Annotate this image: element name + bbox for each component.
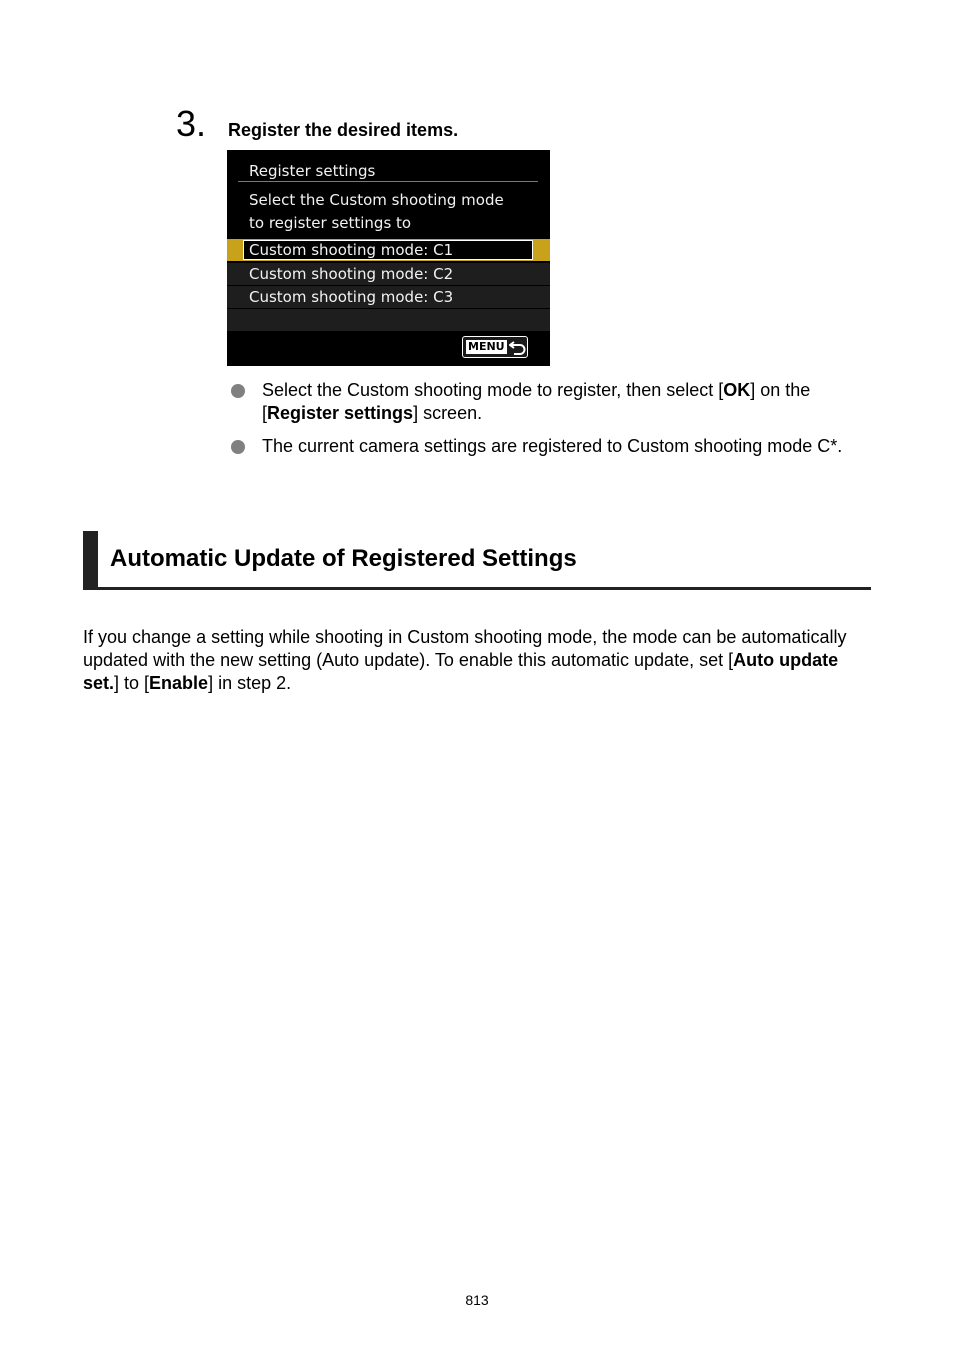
text-span: If you change a setting while shooting in Custom shooting mode, the mode can be automatically updated with the new setting (Auto update). To enable this automatic update, set [	[83, 627, 847, 670]
register-settings-term: Register settings	[267, 403, 414, 423]
section-heading-bar	[83, 531, 98, 587]
enable-term: Enable	[149, 673, 209, 693]
text-span: ] on the [	[262, 380, 811, 423]
option-custom-mode-c1[interactable]	[227, 239, 550, 261]
camera-title-divider	[238, 181, 538, 182]
menu-label: MENU	[468, 340, 505, 353]
menu-return-button[interactable]	[462, 336, 528, 358]
step-number: 3.	[176, 103, 207, 144]
bullet-text-1	[262, 379, 862, 425]
camera-description-line: to register settings to	[249, 214, 412, 232]
bullet-icon	[231, 384, 245, 398]
section-paragraph	[83, 626, 873, 695]
return-arrow-icon	[509, 339, 527, 355]
bullet-text-2: The current camera settings are registered to Custom shooting mode C*.	[262, 436, 843, 456]
camera-screen-description	[249, 189, 539, 235]
text-span: Select the Custom shooting mode to register, then select [	[262, 380, 724, 400]
section-heading	[83, 531, 871, 590]
option-custom-mode-c3[interactable]	[227, 286, 550, 308]
section-title: Automatic Update of Registered Settings	[110, 545, 577, 572]
option-label: Custom shooting mode: C1	[249, 241, 454, 259]
step-title: Register the desired items.	[228, 120, 459, 140]
empty-option-row	[227, 309, 550, 331]
text-span: ] in step 2.	[208, 673, 292, 693]
text-span: ] screen.	[413, 403, 483, 423]
ok-term: OK	[723, 380, 751, 400]
camera-description-line: Select the Custom shooting mode	[249, 191, 504, 209]
camera-screen-title: Register settings	[249, 162, 376, 180]
option-label: Custom shooting mode: C3	[249, 288, 454, 306]
option-custom-mode-c2[interactable]	[227, 263, 550, 285]
page-number: 813	[465, 1292, 489, 1308]
auto-update-set-term: Auto update set.	[83, 650, 839, 693]
bullet-icon	[231, 440, 245, 454]
option-label: Custom shooting mode: C2	[249, 265, 454, 283]
text-span: ] to [	[114, 673, 150, 693]
camera-screen	[227, 150, 550, 366]
